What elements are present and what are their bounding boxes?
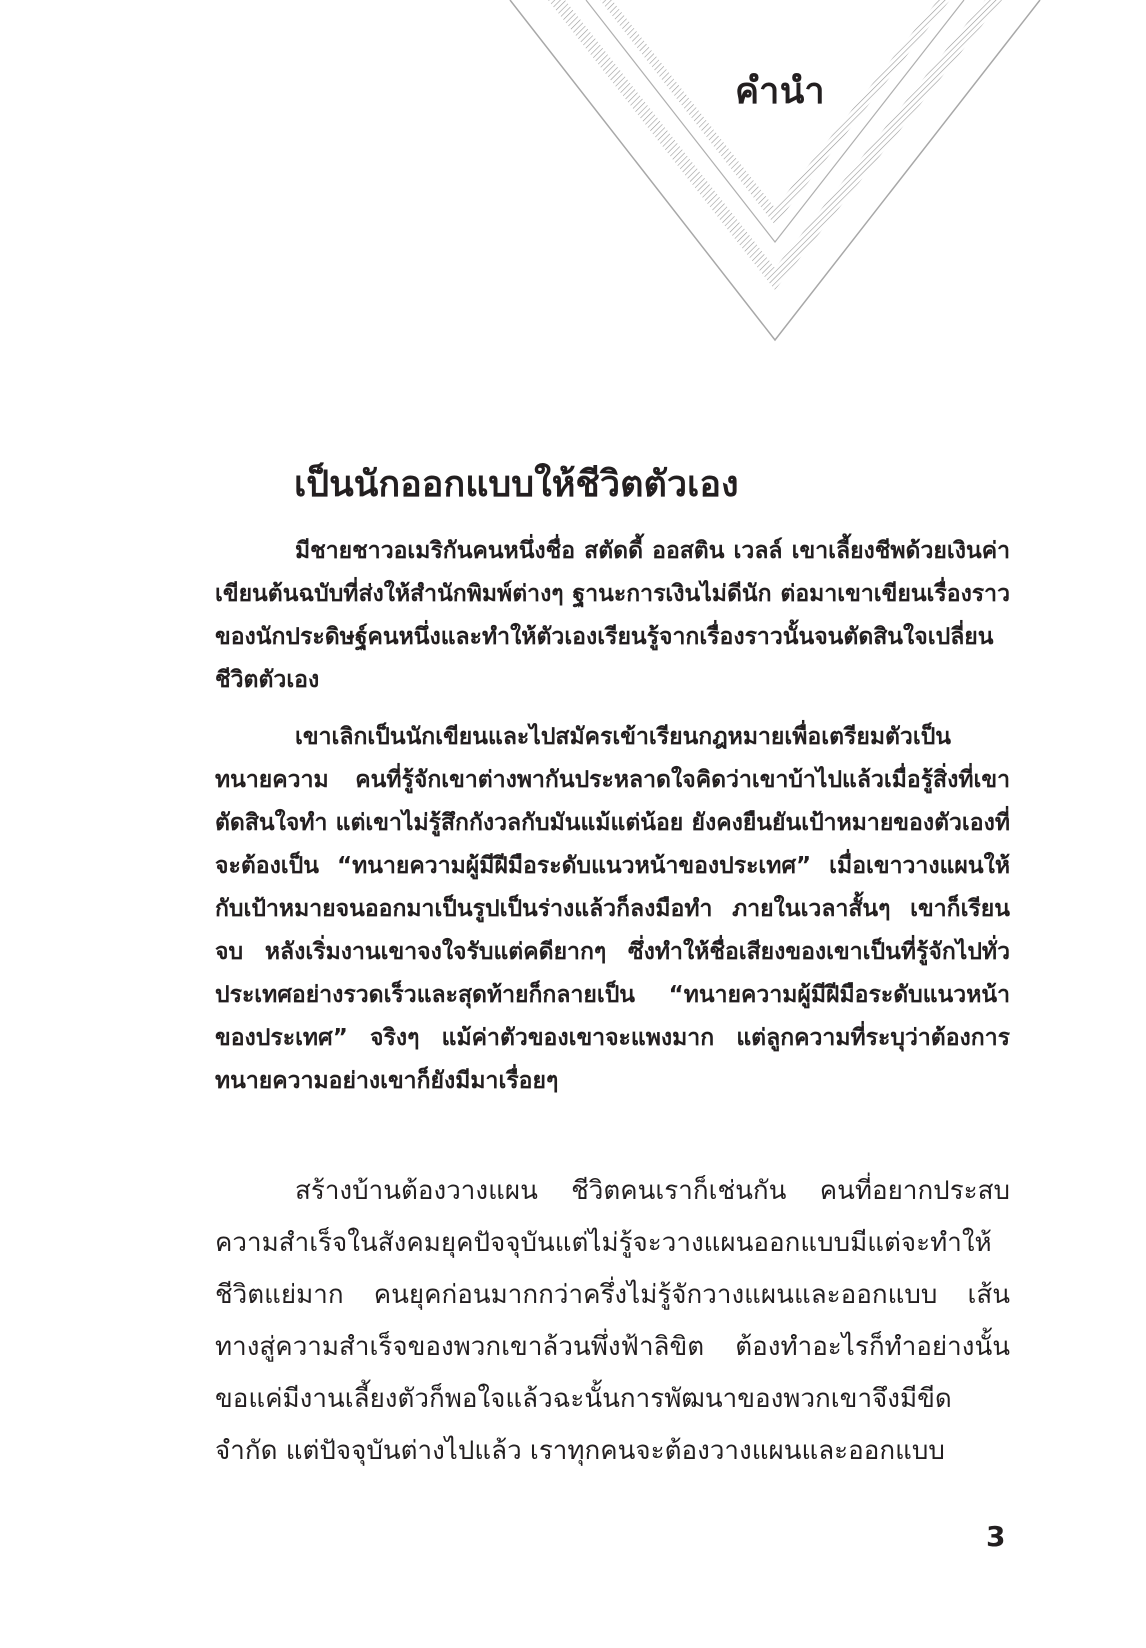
bold-story-block	[215, 530, 1010, 1117]
body-paragraph: สร้างบ้านต้องวางแผน ชีวิตคนเราก็เช่นกัน คนที่อยากประสบความสำเร็จในสังคมยุคปัจจุบันแต่ไม่รู้จะวางแผนออกแบบมีแต่จะทำให้ชีวิตแย่มาก คนยุคก่อนมากกว่าครึ่งไม่รู้จักวางแผนและออกแบบ เส้นทางสู่ความสำเร็จของพวกเขาล้วนพึ่งฟ้าลิขิต ต้องทำอะไรก็ทำอย่างนั้นขอแค่มีงานเลี้ยงตัวก็พอใจแล้วฉะนั้นการพัฒนาของพวกเขาจึงมีขีดจำกัด แต่ปัจจุบันต่างไปแล้ว เราทุกคนจะต้องวางแผนและออกแบบ	[215, 1176, 1010, 1466]
story-paragraph: มีชายชาวอเมริกันคนหนึ่งชื่อ สตัดดี้ ออสติน เวลล์ เขาเลี้ยงชีพด้วยเงินค่าเขียนต้นฉบับที่ส่งให้สำนักพิมพ์ต่างๆ ฐานะการเงินไม่ดีนัก ต่อมาเขาเขียนเรื่องราวของนักประดิษฐ์คนหนึ่งและทำให้ตัวเองเรียนรู้จากเรื่องราวนั้นจนตัดสินใจเปลี่ยนชีวิตตัวเอง	[215, 538, 1010, 693]
story-paragraph: เขาเลิกเป็นนักเขียนและไปสมัครเข้าเรียนกฎหมายเพื่อเตรียมตัวเป็นทนายความ คนที่รู้จักเขาต่างพากันประหลาดใจคิดว่าเขาบ้าไปแล้วเมื่อรู้สิ่งที่เขาตัดสินใจทำ แต่เขาไม่รู้สึกกังวลกับมันแม้แต่น้อย ยังคงยืนยันเป้าหมายของตัวเองที่จะต้องเป็น “ทนายความผู้มีฝีมือระดับแนวหน้าของประเทศ” เมื่อเขาวางแผนให้กับเป้าหมายจนออกมาเป็นรูปเป็นร่างแล้วก็ลงมือทำ ภายในเวลาสั้นๆ เขาก็เรียนจบ หลังเริ่มงานเขาจงใจรับแต่คดียากๆ ซึ่งทำให้ชื่อเสียงของเขาเป็นที่รู้จักไปทั่วประเทศอย่างรวดเร็วและสุดท้ายก็กลายเป็น “ทนายความผู้มีฝีมือระดับแนวหน้าของประเทศ” จริงๆ แม้ค่าตัวของเขาจะแพงมาก แต่ลูกความที่ระบุว่าต้องการทนายความอย่างเขาก็ยังมีมาเรื่อยๆ	[215, 724, 1010, 1094]
chevron-decoration	[0, 0, 1146, 360]
body-text-block	[215, 1165, 1010, 1477]
section-heading: เป็นนักออกแบบให้ชีวิตตัวเอง	[294, 464, 739, 505]
page-number: 3	[986, 1520, 1006, 1553]
chapter-title: คำนำ	[735, 71, 826, 112]
